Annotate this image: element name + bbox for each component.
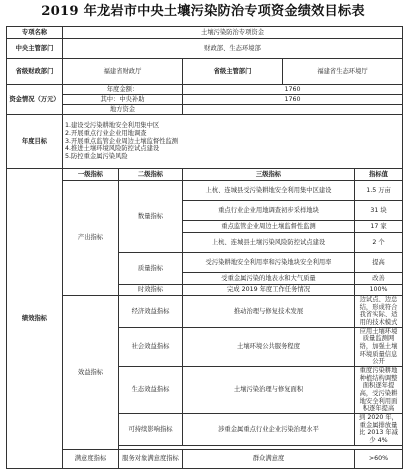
indicator-cell: 重点监管企业周边土壤监督性监测	[183, 221, 355, 233]
indicator-cell: 受重金属污染的地表水和大气质量	[183, 273, 355, 285]
funding-local-label: 地方资金	[63, 105, 183, 115]
indicator-cell: 上杭、连城县土壤污染风险防控试点建设	[183, 233, 355, 253]
row-funding-central	[7, 95, 403, 105]
value-cell: 2 个	[355, 233, 403, 253]
row-central-dept	[7, 39, 403, 59]
value-cell: 到 2020 年，重金属排放量比 2013 年减少 4%	[355, 414, 403, 446]
project-name-label: 专项名称	[7, 27, 63, 39]
value-cell: 边试点、边总结，形成符合我省实际、适用的技术模式	[355, 296, 403, 328]
provincial-dept-value: 福建省生态环境厅	[283, 59, 403, 85]
header-value: 指标值	[355, 169, 403, 181]
subgroup-timeliness: 时效指标	[119, 285, 183, 296]
indicator-cell: 群众满意度	[183, 449, 355, 468]
subgroup-sustainable: 可持续影响指标	[119, 414, 183, 446]
value-cell: 改善	[355, 273, 403, 285]
indicator-cell: 涉重金属重点行业企业污染治理水平	[183, 414, 355, 446]
indicator-cell: 完成 2019 年度工作任务情况	[183, 285, 355, 296]
value-cell: 17 家	[355, 221, 403, 233]
funding-central-value: 1760	[183, 95, 403, 105]
annual-goal-item: 3.开展重点监管企业周边土壤监督性监测	[65, 137, 179, 145]
provincial-finance-value: 福建省财政厅	[63, 59, 183, 85]
row-provincial-depts	[7, 59, 403, 85]
group-output: 产出指标	[63, 181, 119, 296]
subgroup-social: 社会效益指标	[119, 327, 183, 366]
subgroup-service: 服务对象满意度指标	[119, 449, 183, 468]
value-cell: 100%	[355, 285, 403, 296]
row-funding-annual	[7, 85, 403, 95]
value-cell: 1.5 万亩	[355, 181, 403, 201]
value-cell: 应用土壤环境质量监测网络，加强土壤环境质量信息公开	[355, 327, 403, 366]
value-cell: >60%	[355, 449, 403, 468]
subgroup-economic: 经济效益指标	[119, 296, 183, 328]
group-benefit: 效益指标	[63, 296, 119, 450]
indicator-cell: 土壤环境公共服务程度	[183, 327, 355, 366]
value-cell: 重度污染耕地种植结构调整面积逐年提高，受污染耕地安全利用面积逐年提高	[355, 367, 403, 414]
performance-label: 绩效指标	[7, 169, 63, 469]
row-metric-headers	[7, 169, 403, 181]
central-dept-value: 财政部、生态环境部	[63, 39, 403, 59]
header-level1: 一级指标	[63, 169, 119, 181]
provincial-dept-label: 省级主管部门	[183, 59, 283, 85]
header-level3: 三级指标	[183, 169, 355, 181]
annual-goal-item: 5.防控重金属污染风险	[65, 153, 128, 160]
subgroup-quantity: 数量指标	[119, 181, 183, 253]
funding-central-label: 其中：中央补助	[63, 95, 183, 105]
annual-goal-item: 4.推进土壤环境风险防控试点建设	[65, 145, 160, 153]
annual-goals-list	[63, 115, 403, 169]
value-cell: 31 块	[355, 201, 403, 221]
header-level2: 二级指标	[119, 169, 183, 181]
annual-goal-item: 1.建设受污染耕地安全利用集中区	[65, 122, 160, 130]
annual-target-label: 年度目标	[7, 115, 63, 169]
performance-target-table	[6, 26, 403, 469]
row-funding-local	[7, 105, 403, 115]
funding-local-value	[183, 105, 403, 115]
funding-label: 资金情况（万元）	[7, 85, 63, 115]
page-title: 2019 年龙岩市中央土壤污染防治专项资金绩效目标表	[41, 4, 365, 19]
provincial-finance-label: 省级财政部门	[7, 59, 63, 85]
subgroup-ecological: 生态效益指标	[119, 367, 183, 414]
central-dept-label: 中央主管部门	[7, 39, 63, 59]
annual-goal-item: 2.开展重点行业企业用地调查	[65, 129, 147, 137]
indicator-cell: 上杭、连城县受污染耕地安全利用集中区建设	[183, 181, 355, 201]
table-row	[7, 449, 403, 468]
row-annual-target	[7, 115, 403, 169]
funding-annual-value: 1760	[183, 85, 403, 95]
project-name-value: 土壤污染防治专项资金	[63, 27, 403, 39]
indicator-cell: 土壤污染治理与修复面积	[183, 367, 355, 414]
group-satisfaction: 满意度指标	[63, 449, 119, 468]
table-row	[7, 296, 403, 328]
subgroup-quality: 质量指标	[119, 253, 183, 285]
value-cell: 提高	[355, 253, 403, 273]
row-project-name	[7, 27, 403, 39]
indicator-cell: 重点行业企业用地调查初步采样地块	[183, 201, 355, 221]
table-row	[7, 181, 403, 201]
indicator-cell: 受污染耕地安全利用率和污染地块安全利用率	[183, 253, 355, 273]
indicator-cell: 推动治理与修复技术发展	[183, 296, 355, 328]
funding-annual-label: 年度金额：	[63, 85, 183, 95]
